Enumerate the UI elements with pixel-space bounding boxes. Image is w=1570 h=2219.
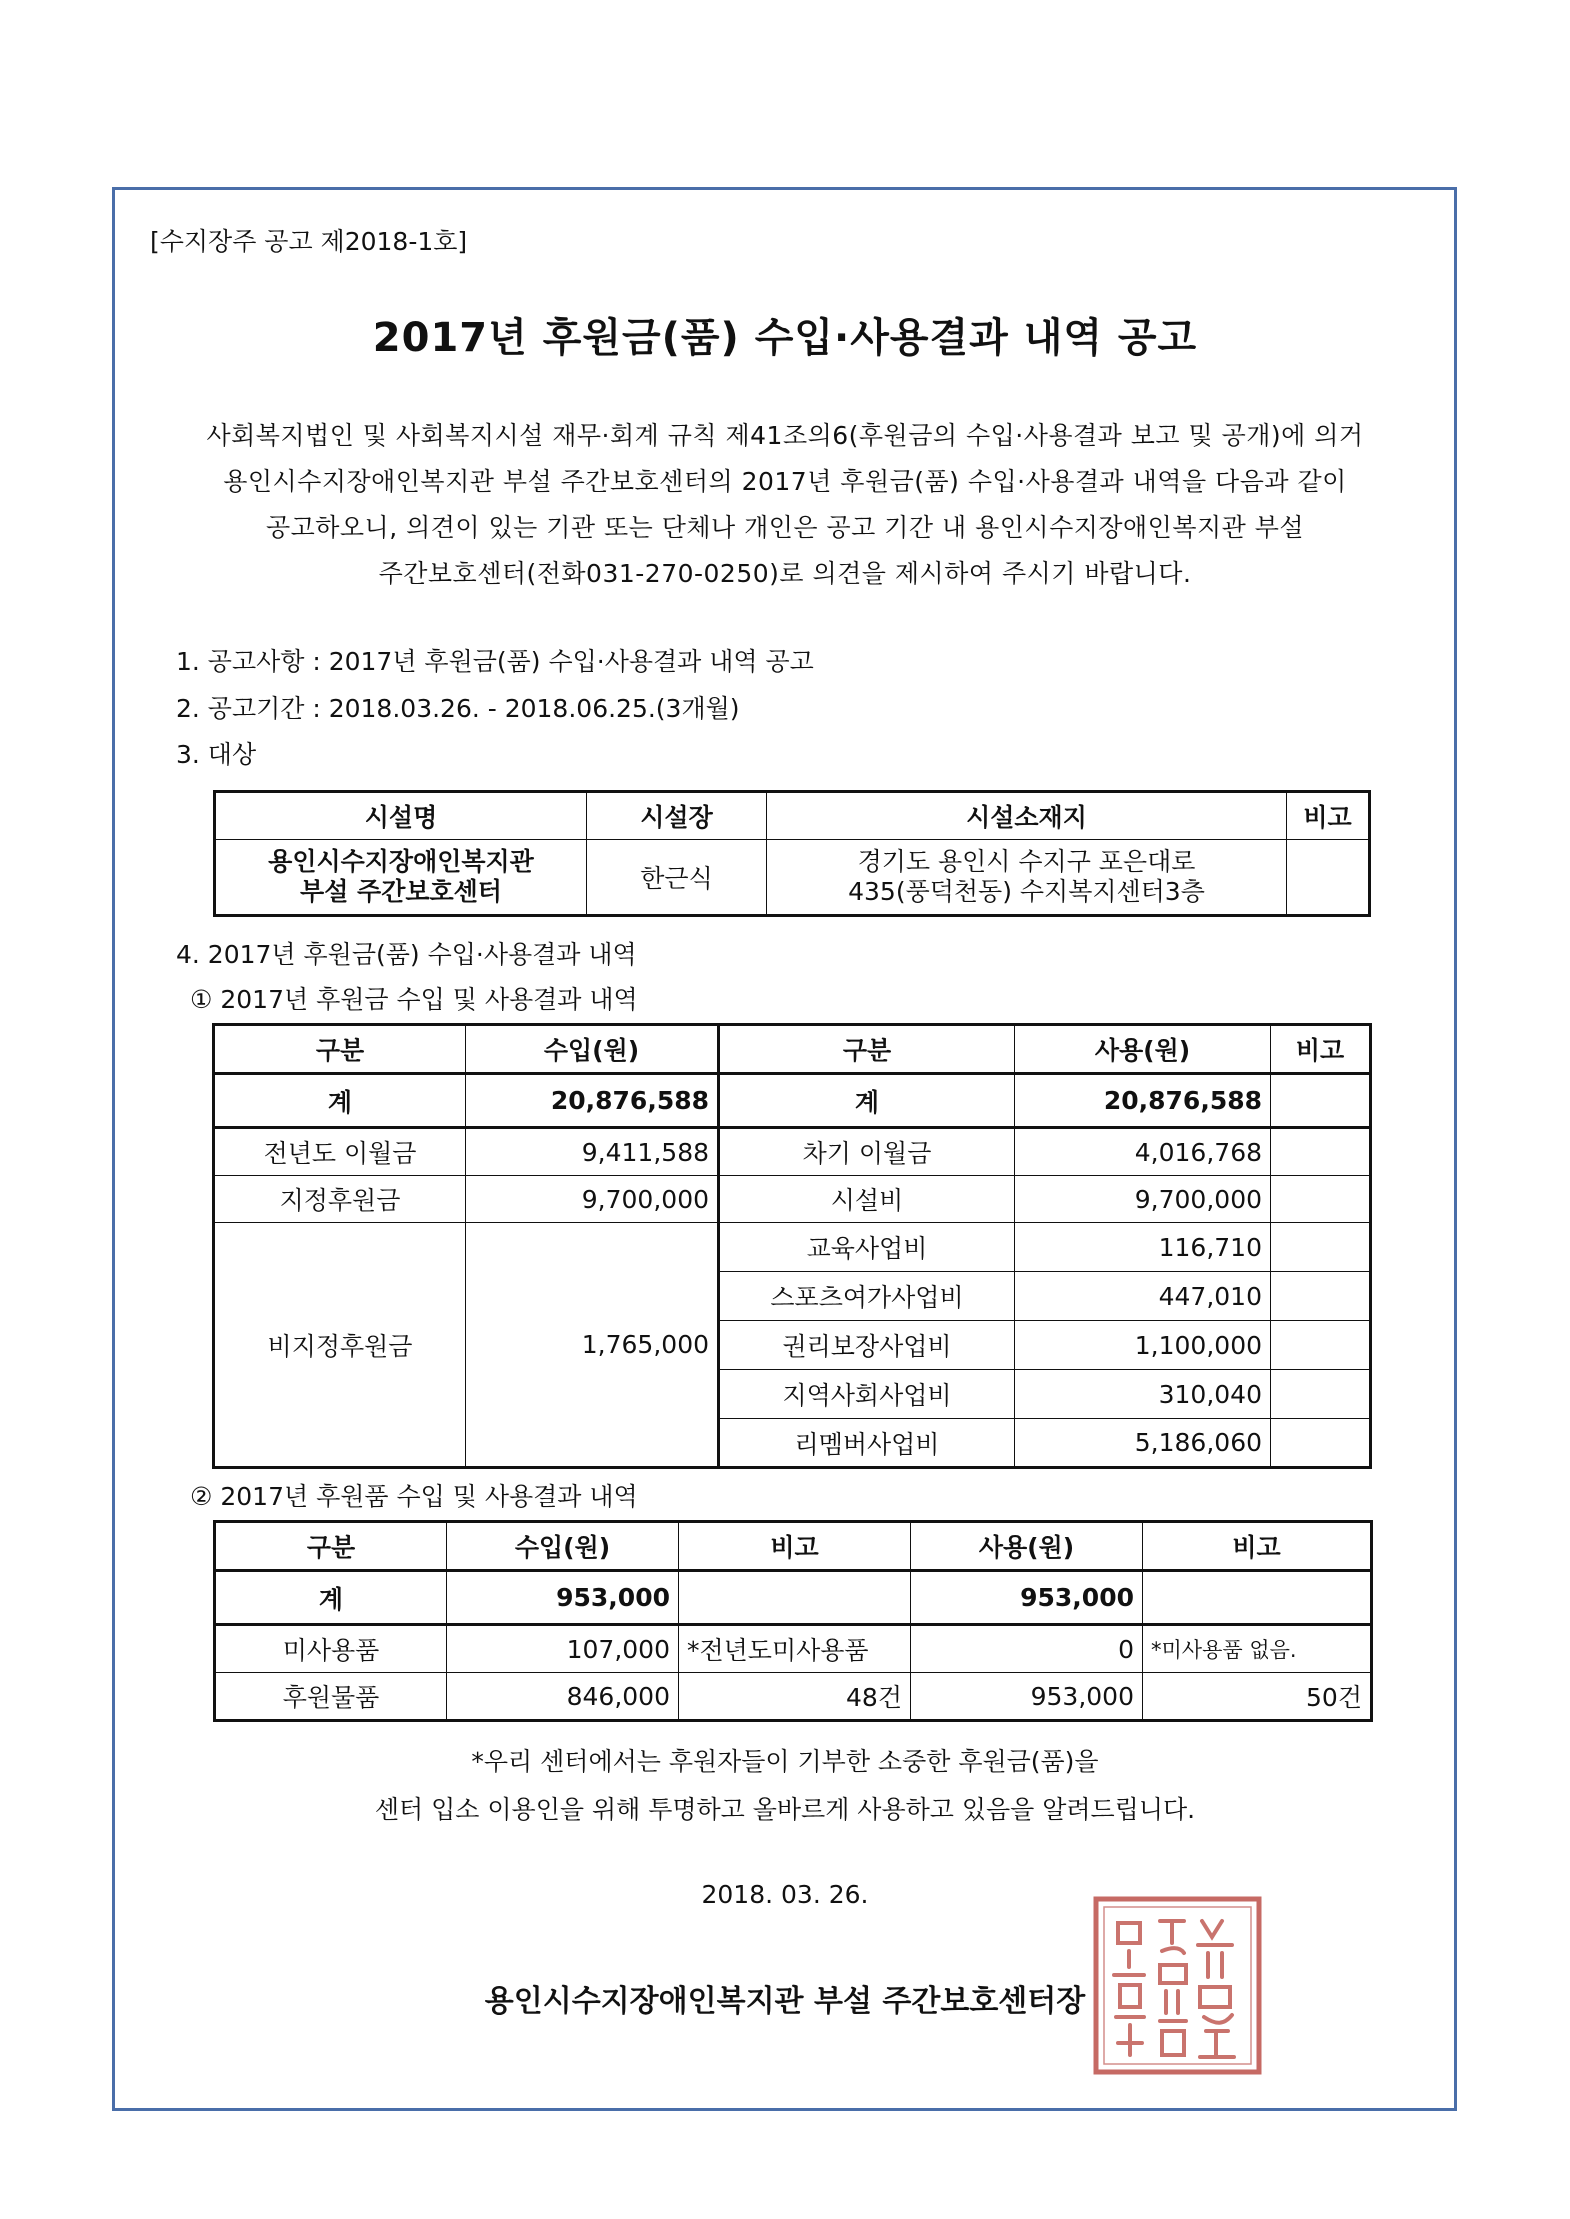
intro-line: 공고하오니, 의견이 있는 기관 또는 단체나 개인은 공고 기간 내 용인시수지장애인복지관 부설 — [265, 513, 1305, 542]
table-total-row — [215, 1571, 1372, 1625]
goods-use-note: *미사용품 없음. — [1143, 1625, 1372, 1673]
header-cell: 사용(원) — [1015, 1025, 1271, 1074]
remark-cell — [1271, 1419, 1371, 1468]
intro-paragraph — [120, 413, 1450, 597]
goods-use-note: 50건 — [1143, 1673, 1372, 1721]
remark-cell — [1271, 1176, 1371, 1223]
use-amount: 1,100,000 — [1015, 1321, 1271, 1370]
header-cell: 구분 — [214, 1025, 466, 1074]
facility-address-line: 435(풍덕천동) 수지복지센터3층 — [848, 877, 1205, 906]
nondesignated-amount: 1,765,000 — [466, 1223, 719, 1468]
header-cell: 비고 — [1271, 1025, 1371, 1074]
remark-cell — [1271, 1128, 1371, 1176]
subsection-goods: ② 2017년 후원품 수입 및 사용결과 내역 — [190, 1482, 638, 1511]
remark-cell — [1271, 1272, 1371, 1321]
total-use-label: 계 — [719, 1074, 1015, 1128]
notice-number: [수지장주 공고 제2018-1호] — [150, 227, 468, 256]
use-label: 권리보장사업비 — [719, 1321, 1015, 1370]
subsection-donation: ① 2017년 후원금 수입 및 사용결과 내역 — [190, 985, 638, 1014]
facility-remark — [1287, 840, 1370, 916]
remark-cell — [1271, 1223, 1371, 1272]
total-use: 953,000 — [911, 1571, 1143, 1625]
table-row — [214, 1176, 1371, 1223]
facility-name-line: 용인시수지장애인복지관 — [268, 847, 534, 876]
goods-label: 미사용품 — [215, 1625, 447, 1673]
use-amount: 447,010 — [1015, 1272, 1271, 1321]
facility-name — [215, 840, 587, 916]
intro-line: 용인시수지장애인복지관 부설 주간보호센터의 2017년 후원금(품) 수입·사용결과 내역을 다음과 같이 — [223, 467, 1347, 496]
use-amount: 5,186,060 — [1015, 1419, 1271, 1468]
total-remark — [1271, 1074, 1371, 1128]
page-title: 2017년 후원금(품) 수입·사용결과 내역 공고 — [372, 315, 1198, 361]
goods-income-note: 48건 — [679, 1673, 911, 1721]
facility-address — [767, 840, 1287, 916]
use-amount: 4,016,768 — [1015, 1128, 1271, 1176]
header-cell: 시설장 — [587, 792, 767, 840]
goods-income-note: *전년도미사용품 — [679, 1625, 911, 1673]
goods-income: 846,000 — [447, 1673, 679, 1721]
table-header-row — [214, 1025, 1371, 1074]
item-results: 4. 2017년 후원금(품) 수입·사용결과 내역 — [176, 940, 637, 969]
table-row — [214, 1223, 1371, 1272]
table-header-row — [215, 1522, 1372, 1571]
facility-table — [213, 790, 1371, 917]
facility-name-line: 부설 주간보호센터 — [300, 877, 502, 906]
use-label: 리멤버사업비 — [719, 1419, 1015, 1468]
total-use: 20,876,588 — [1015, 1074, 1271, 1128]
header-cell: 사용(원) — [911, 1522, 1143, 1571]
closing-note-line: 센터 입소 이용인을 위해 투명하고 올바르게 사용하고 있음을 알려드립니다. — [374, 1795, 1196, 1824]
use-label: 스포츠여가사업비 — [719, 1272, 1015, 1321]
intro-line: 사회복지법인 및 사회복지시설 재무·회계 규칙 제41조의6(후원금의 수입·사용결과 보고 및 공개)에 의거 — [206, 421, 1364, 450]
nondesignated-label: 비지정후원금 — [214, 1223, 466, 1468]
use-label: 지역사회사업비 — [719, 1370, 1015, 1419]
header-cell: 시설소재지 — [767, 792, 1287, 840]
goods-label: 후원물품 — [215, 1673, 447, 1721]
header-cell: 구분 — [719, 1025, 1015, 1074]
header-cell: 비고 — [1143, 1522, 1372, 1571]
closing-note — [0, 1738, 1570, 1834]
item-notice-period: 2. 공고기간 : 2018.03.26. - 2018.06.25.(3개월) — [176, 694, 740, 723]
item-target: 3. 대상 — [176, 740, 257, 769]
item-notice-subject: 1. 공고사항 : 2017년 후원금(품) 수입·사용결과 내역 공고 — [176, 647, 814, 676]
goods-use: 0 — [911, 1625, 1143, 1673]
income-amount: 9,411,588 — [466, 1128, 719, 1176]
remark-cell — [1271, 1370, 1371, 1419]
header-cell: 시설명 — [215, 792, 587, 840]
income-label: 전년도 이월금 — [214, 1128, 466, 1176]
table-total-row — [214, 1074, 1371, 1128]
table-header-row — [215, 792, 1370, 840]
use-amount: 9,700,000 — [1015, 1176, 1271, 1223]
issue-date: 2018. 03. 26. — [701, 1880, 869, 1909]
goods-use: 953,000 — [911, 1673, 1143, 1721]
total-income: 953,000 — [447, 1571, 679, 1625]
facility-head: 한근식 — [587, 840, 767, 916]
total-label: 계 — [215, 1571, 447, 1625]
use-label: 차기 이월금 — [719, 1128, 1015, 1176]
total-use-note — [1143, 1571, 1372, 1625]
total-income: 20,876,588 — [466, 1074, 719, 1128]
use-amount: 310,040 — [1015, 1370, 1271, 1419]
header-cell: 구분 — [215, 1522, 447, 1571]
signature: 용인시수지장애인복지관 부설 주간보호센터장 — [484, 1984, 1086, 2019]
header-cell: 비고 — [1287, 792, 1370, 840]
header-cell: 수입(원) — [466, 1025, 719, 1074]
use-amount: 116,710 — [1015, 1223, 1271, 1272]
facility-address-line: 경기도 용인시 수지구 포은대로 — [857, 847, 1196, 876]
table-row — [214, 1128, 1371, 1176]
income-amount: 9,700,000 — [466, 1176, 719, 1223]
total-income-note — [679, 1571, 911, 1625]
closing-note-line: *우리 센터에서는 후원자들이 기부한 소중한 후원금(품)을 — [471, 1747, 1099, 1776]
table-row — [215, 1673, 1372, 1721]
goods-table — [213, 1520, 1373, 1722]
income-label: 지정후원금 — [214, 1176, 466, 1223]
goods-income: 107,000 — [447, 1625, 679, 1673]
table-row — [215, 840, 1370, 916]
intro-line: 주간보호센터(전화031-270-0250)로 의견을 제시하여 주시기 바랍니다. — [378, 559, 1192, 588]
remark-cell — [1271, 1321, 1371, 1370]
total-label: 계 — [214, 1074, 466, 1128]
header-cell: 비고 — [679, 1522, 911, 1571]
use-label: 교육사업비 — [719, 1223, 1015, 1272]
use-label: 시설비 — [719, 1176, 1015, 1223]
table-row — [215, 1625, 1372, 1673]
header-cell: 수입(원) — [447, 1522, 679, 1571]
donation-table — [212, 1023, 1372, 1469]
